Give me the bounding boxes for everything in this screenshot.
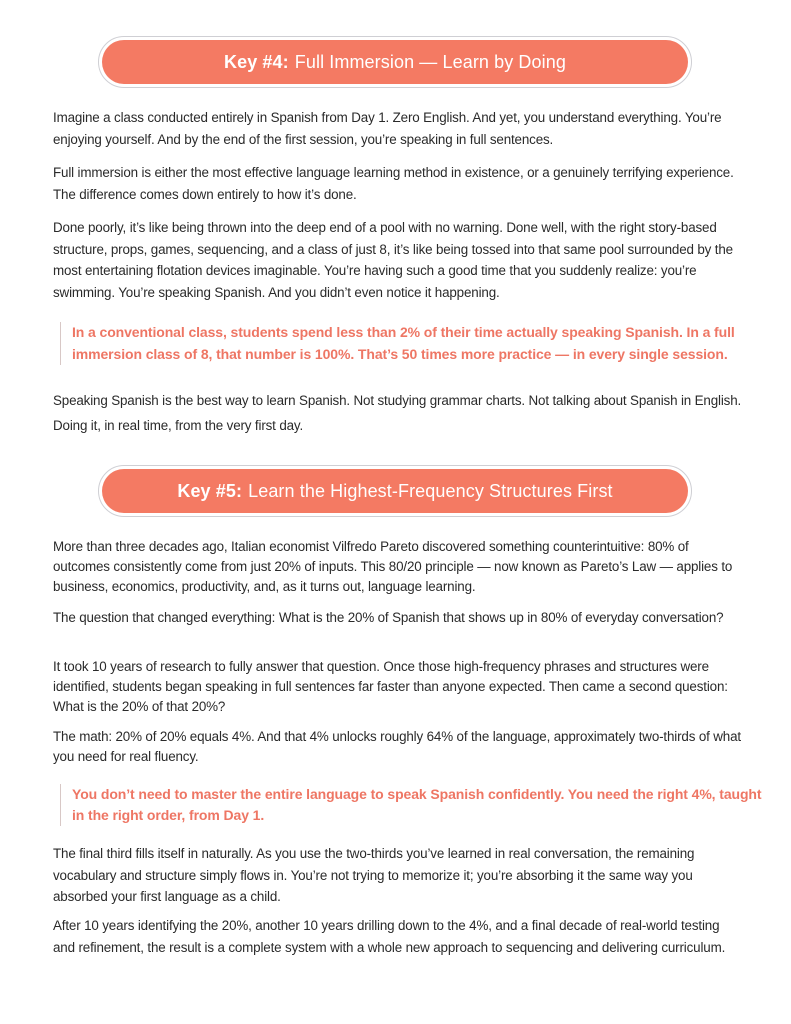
section-4-closing-paragraph: Speaking Spanish is the best way to learn Spanish. Not studying grammar charts. Not talking about Spanish in English. Doing it, in real time, from the very first day. bbox=[53, 393, 742, 433]
section-5-header-pill bbox=[102, 469, 688, 513]
section-5-paragraph-2: The question that changed everything: What is the 20% of Spanish that shows up in 80% of everyday conversation? bbox=[53, 610, 724, 625]
section-5-paragraph-1: More than three decades ago, Italian economist Vilfredo Pareto discovered something counterintuitive: 80% of outcomes consistently come from just 20% of inputs. This 80/20 principle — now known as Pareto’s Law — applies to business, economics, productivity, and, as it turns out, language learning. bbox=[53, 539, 733, 594]
section-4-key-label: Key #4: bbox=[224, 51, 289, 72]
section-5-paragraph-5: The final third fills itself in naturally. As you use the two-thirds you’ve learned in real conversation, the remaining vocabulary and structure simply flows in. You’re not trying to memorize it; you’re absorbing it the same way you absorbed your first language as a child. bbox=[53, 846, 695, 904]
section-4-paragraph-2: Full immersion is either the most effective language learning method in existence, or a genuinely terrifying experience. The difference comes down entirely to how it’s done. bbox=[53, 165, 734, 202]
section-4-pull-quote: In a conventional class, students spend less than 2% of their time actually speaking Spanish. In a full immersion class of 8, that number is 100%. That’s 50 times more practice — in every single session. bbox=[60, 322, 762, 365]
section-5-header bbox=[98, 465, 692, 517]
section-4-title: Full Immersion — Learn by Doing bbox=[294, 51, 566, 72]
section-4-paragraph-3: Done poorly, it’s like being thrown into the deep end of a pool with no warning. Done well, with the right story-based structure, props, games, sequencing, and a class of just 8, it’s like being tossed into that same pool surrounded by the most entertaining flotation devices imaginable. You’re having such a good time that you suddenly realize: you’re swimming. You’re speaking Spanish. And you didn’t even notice it happening. bbox=[53, 220, 733, 300]
section-5-key-label: Key #5: bbox=[177, 480, 243, 501]
section-4-paragraph-1: Imagine a class conducted entirely in Spanish from Day 1. Zero English. And yet, you understand everything. You’re enjoying yourself. And by the end of the first session, you’re speaking in full sentences. bbox=[53, 110, 722, 147]
section-5-paragraph-4: The math: 20% of 20% equals 4%. And that 4% unlocks roughly 64% of the language, approximately two-thirds of what you need for real fluency. bbox=[53, 729, 741, 764]
section-5-paragraph-3: It took 10 years of research to fully answer that question. Once those high-frequency phrases and structures were identified, students began speaking in full sentences far faster than anyone expected. Then came a second question: What is the 20% of that 20%? bbox=[53, 659, 728, 714]
section-5-title: Learn the Highest-Frequency Structures First bbox=[248, 480, 613, 501]
section-5-paragraph-6: After 10 years identifying the 20%, another 10 years drilling down to the 4%, and a final decade of real-world testing and refinement, the result is a complete system with a whole new approach to sequencing and delivering curriculum. bbox=[53, 918, 726, 955]
section-4-header bbox=[98, 36, 692, 88]
section-5-pull-quote: You don’t need to master the entire language to speak Spanish confidently. You need the right 4%, taught in the right order, from Day 1. bbox=[60, 784, 762, 826]
section-4-header-pill bbox=[102, 40, 688, 84]
